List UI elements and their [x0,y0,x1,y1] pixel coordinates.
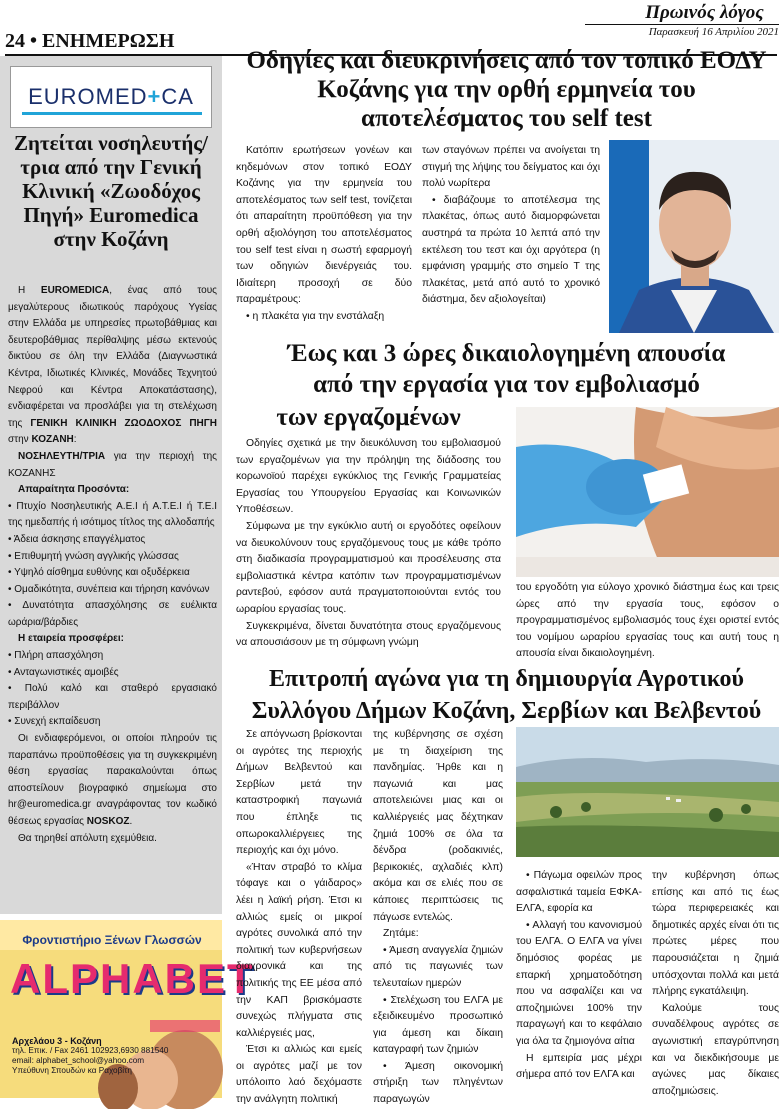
requirement-item: • Επιθυμητή γνώση αγγλικής γλώσσας [8,550,179,562]
requirements-title: Απαραίτητα Προσόντα: [18,484,130,496]
article-farmers-col2: της κυβέρνησης σε σχέση με τη διαχείριση της πανδημίας. Ήρθε και η παγωνιά και μας αποτελειώνει μιας και οι καλλιέργειές μας δέχτηκαν ζημιά 100% σε όλα τα δένδρα (ροδακινιές, βερικοκιές, αχλαδιές κλπ) ακόμα και σε ελιές που σε κάποιες περιπτώσεις τις πάγωσε εντελώς. Ζητάμε: • Άμεση αναγγελία ζημιών από τις παγωνιές των τελευταίων ημερών • Στελέχωση του ΕΛΓΑ με εξειδικευμένο προσωπικό για άμεση και δίκαιη καταγραφή των ζημιών • Άμεση οικονομική στήριξη των πληγέντων παραγωγών [373,729,503,1106]
logo-underline [22,112,202,115]
article-vaccine-title-3: των εργαζομένων [276,404,461,431]
section-title: 24 • ΕΝΗΜΕΡΩΣΗ [5,30,175,52]
requirement-item: • Δυνατότητα απασχόλησης σε ευέλικτα ωράρια/βάρδιες [8,600,217,628]
sidebar-headline: Ζητείται νοσηλευτής/τρια από την Γενική Κλινική «Ζωοδόχος Πηγή» Euromedica στην Κοζάνη [14,131,208,251]
article-farmers-col1: Σε απόγνωση βρίσκονται οι αγρότες της περιοχής Δήμων Βελβεντού και Σερβίων μετά την καταστροφική παγωνιά που έπληξε τις οπωροκαλλιέργειες της περιοχής και όχι μόνο. «Ήταν στραβό το κλίμα τόφαγε και ο γάιδαρος» λέει η λαϊκή ρήση. Έτσι κι αλλιώς εμείς οι μικροί αγρότες συνολικά από την πολιτική των κυβερνήσεων διαχρονικά και της πολιτικής της ΕΕ μέσα από την ΚΑΠ βρισκόμαστε συνεχώς πλήγματα στις καλλιέργειές μας, Έτσι κι αλλιώς και εμείς οι αγρότες μαζί με τον υπόλοιπο λαό δεχόμαστε την ανάλγητη πολιτική [236,729,362,1106]
offer-item: • Πολύ καλό και σταθερό εργασιακό περιβάλλον [8,683,217,711]
masthead: Πρωινός λόγος [645,2,764,23]
article-eody-col2: των σταγόνων πρέπει να ανοίγεται τη στιγμή της λήψης του δείγματος και όχι πολύ νωρίτερα • διαβάζουμε το αποτέλεσμα της πλακέτας, όπως αυτό διαμορφώνεται αυστηρά τα πρώτα 10 λεπτά από την εκτέλεση του τεστ και όχι αργότερα (η εμφάνιση γραμμής στο σημείο Τ της πλακέτας, μετά από αυτό το χρονικό διάστημα, δεν αξιολογείται) [422,145,600,306]
article-farmers-col4: την κυβέρνηση όπως επίσης και από τις έως τώρα περιφερειακές και δημοτικές αρχές είναι ότι τις πρώτες μέρες που παρουσιάζεται η ζημιά υπόσχονται πολλά και μετά πλήρης εγκατάλειψη. Καλούμε τους συναδέλφους αγρότες σε αγωνιστική επαγρύπνηση και να διεκδικήσουμε με αγώνες μας δίκαιες αποζημιώσεις. [652,870,779,1097]
sidebar-body: Η EUROMEDICA, ένας από τους μεγαλύτερους ιδιωτικούς παρόχους Υγείας στην Ελλάδα με υπηρεσίες πρωτοβάθμιας και δευτεροβάθμιας περίθαλψης μέσω εκτενούς δικτύου σε όλη την Ελλάδα (Διαγνωστικά Κέντρα, Ιδιωτικές Κλινικές, Μονάδες Τεχνητού Νεφρού και Κέντρα Αποκατάστασης), ενδιαφέρεται να προσλάβει για τη στελέχωση της ΓΕΝΙΚΗ ΚΛΙΝΙΚΗ ΖΩΟΔΟΧΟΣ ΠΗΓΗ στην ΚΟΖΑΝΗ: ΝΟΣΗΛΕΥΤΗ/ΤΡΙΑ για την περιοχή της ΚΟΖΑΝΗΣ Απαραίτητα Προσόντα: • Πτυχίο Νοσηλευτικής Α.Ε.Ι ή Α.Τ.Ε.Ι ή Τ.Ε.Ι της ημεδαπής ή ισότιμος τίτλος της αλλοδαπής • Άδεια άσκησης επαγγέλματος • Επιθυμητή γνώση αγγλικής γλώσσας • Υψηλό αίσθημα ευθύνης και οξυδέρκεια • Ομαδικότητα, συνέπεια και τήρηση κανόνων • Δυνατότητα απασχόλησης σε ευέλικτα ωράρια/βάρδιες Η εταιρεία προσφέρει: • Πλήρη απασχόληση • Ανταγωνιστικές αμοιβές • Πολύ καλό και σταθερό εργασιακό περιβάλλον • Συνεχή εκπαίδευση Οι ενδιαφερόμενοι, οι οποίοι πληρούν τις παραπάνω προϋποθέσεις για τη συγκεκριμένη θέση εργασίας παρακαλούνται όπως αποστείλουν βιογραφικό σημείωμα στο hr@euromedica.gr αναγράφοντας τον κωδικό θέσεως εργασίας NOSKOZ. Θα τηρηθεί απόλυτη εχεμύθεια. [8,283,217,847]
header-thin-line [585,24,779,25]
ad-header: Φροντιστήριο Ξένων Γλωσσών [22,933,202,947]
portrait-photo [609,140,779,333]
ad-logo-word: ALPHABET [10,955,255,1002]
article-farmers-title-1: Επιτροπή αγώνα για τη δημιουργία Αγροτικού [269,666,744,692]
article-farmers-title-2: Συλλόγου Δήμων Κοζάνη, Σερβίων και Βελβεντού [251,698,762,724]
issue-date: Παρασκευή 16 Απριλίου 2021 [648,26,779,38]
landscape-photo [516,727,779,857]
article-eody-title: Οδηγίες και διευκρινήσεις από τον τοπικό ΕΟΔΥ Κοζάνης για την ορθή ερμηνεία του αποτελέσματος του self test [246,47,767,132]
requirement-item: • Άδεια άσκησης επαγγέλματος [8,533,146,545]
article-vaccine-title-1: Έως και 3 ώρες δικαιολογημένη απουσία [287,340,726,367]
article-vaccine-col1: Οδηγίες σχετικά με την διευκόλυνση του εμβολιασμού των εργαζομένων για την πρόληψη της διάδοσης του κορωνοϊού παρέχει εγκύκλιος της Γενικής Γραμματείας Εργασίας του Υπουργείου Εργασίας και Κοινωνικών Υποθέσεων. Σύμφωνα με την εγκύκλιο αυτή οι εργοδότες οφείλουν να διευκολύνουν τους εργαζόμενους τους με κάθε τρόπο στη διαδικασία προγραμματισμού και προσέλευσης στα εμβολιαστικά κέντρα κατόπιν των προγραμματισμένων ραντεβού, εφόσον αυτά πραγματοποιούνται εντός του ωραρίου εργασίας τους. Συγκεκριμένα, δίνεται δυνατότητα στους εργαζόμενους να απουσιάσουν με τη σύμφωνη γνώμη [236,438,501,649]
confidentiality-note: Θα τηρηθεί απόλυτη εχεμύθεια. [18,832,157,844]
requirement-item: • Πτυχίο Νοσηλευτικής Α.Ε.Ι ή Α.Τ.Ε.Ι ή Τ.Ε.Ι της ημεδαπής ή ισότιμος τίτλος της αλλοδαπής [8,500,217,529]
article-vaccine-title-2: από την εργασία για τον εμβολιασμό [313,371,700,398]
requirement-item: • Υψηλό αίσθημα ευθύνης και οξυδέρκεια [8,567,190,579]
requirement-item: • Ομαδικότητα, συνέπεια και τήρηση κανόνων [8,583,210,595]
article-vaccine-col2: του εργοδότη για εύλογο χρονικό διάστημα έως και τρεις ώρες από την εργασία τους, εφόσον ο προγραμματισμένος εμβολιασμός τους έχει οριστεί εντός του νομίμου ωραρίου εργασίας τους και αυτή τους η απουσία είναι δικαιολογημένη. [516,582,779,660]
article-farmers-col3: • Πάγωμα οφειλών προς ασφαλιστικά ταμεία ΕΦΚΑ-ΕΛΓΑ, εφορία κα • Αλλαγή του κανονισμού του ΕΛΓΑ. Ο ΕΛΓΑ να γίνει δημόσιος φορέας με επαρκή χρηματοδότηση που να ασφαλίζει και να αποζημιώνει 100% την παραγωγή και το κεφάλαιο για όλα τα ζημιογόνα αίτια Η εμπειρία μας μέχρι σήμερα από τον ΕΛΓΑ και [516,870,642,1081]
offer-item: • Συνεχή εκπαίδευση [8,716,101,728]
offer-item: • Πλήρη απασχόληση [8,650,104,662]
euromedica-logo: EUROMED+CA [10,66,212,128]
ad-contact: Αρχελάου 3 - Κοζάνη τηλ. Επικ. / Fax 2461 102923,6930 881540 email: alphabet_school@yahoo.com Υπεύθυνη Σπουδών κα Ραχοβίτη [12,1036,169,1075]
vaccination-photo [516,407,779,577]
article-eody-col1: Κατόπιν ερωτήσεων γονέων και κηδεμόνων στον τοπικό ΕΟΔΥ Κοζάνης για την ερμηνεία του αποτελέσματος των self test, τονίζεται ότι απαραίτητη προϋπόθεση για την ορθή αξιολόγηση του αποτελέσματος του self test είναι η σωστή εφαρμογή των οδηγιών διενέργειάς του. Ιδιαίτερη προσοχή σε δύο παραμέτρους: • η πλακέτα για την ενστάλαξη [236,145,412,322]
offers-title: Η εταιρεία προσφέρει: [18,633,124,645]
offer-item: • Ανταγωνιστικές αμοιβές [8,666,119,678]
